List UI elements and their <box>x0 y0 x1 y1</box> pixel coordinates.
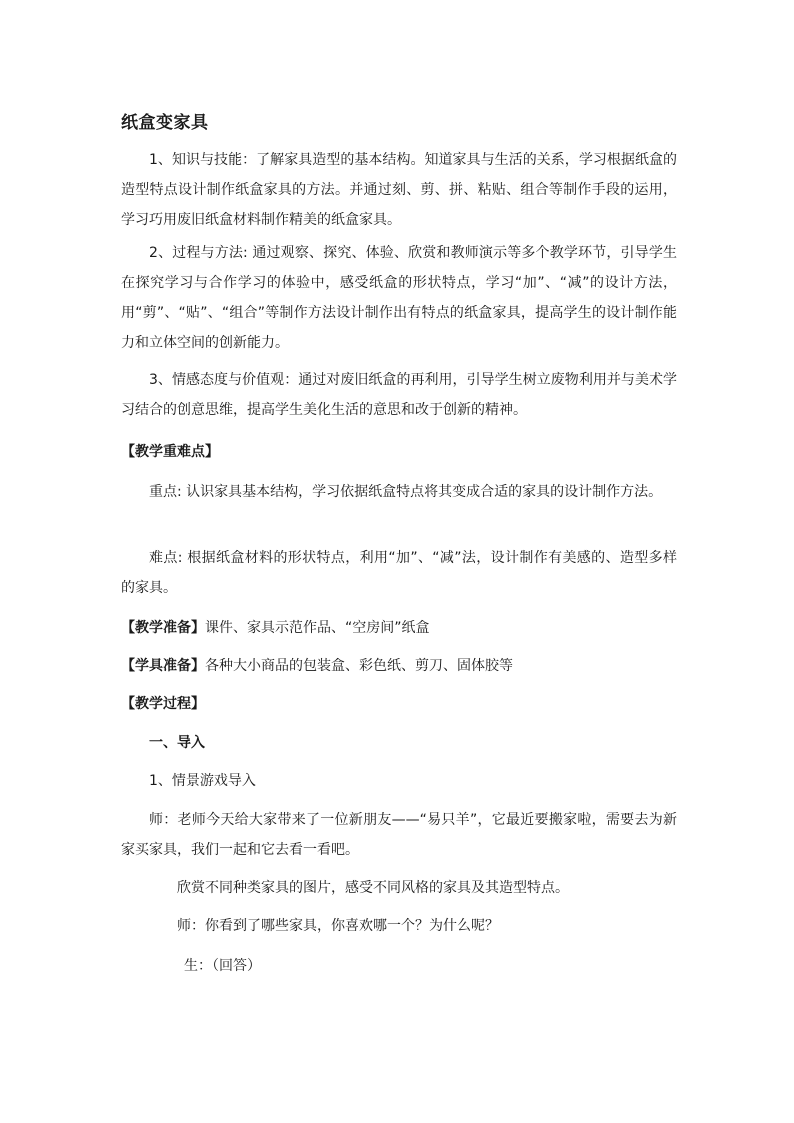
process-heading: 【教学过程】 <box>121 696 205 712</box>
teacher-dialog-2: 师：你看到了哪些家具，你喜欢哪一个？为什么呢？ <box>177 918 499 934</box>
student-prep-heading: 【学具准备】 <box>121 658 205 674</box>
key-points-heading: 【教学重难点】 <box>121 444 219 460</box>
teaching-prep <box>121 618 430 638</box>
teacher-dialog-1: 师：老师今天给大家带来了一位新朋友——“易只羊”，它最近要搬家啦，需要去为新家买家具，我们一起和它去看一看吧。 <box>121 812 677 858</box>
teaching-prep-heading: 【教学准备】 <box>121 620 205 636</box>
key-point: 重点: 认识家具基本结构，学习依据纸盒特点将其变成合适的家具的设计制作方法。 <box>149 484 663 500</box>
document-title: 纸盒变家具 <box>121 113 209 133</box>
student-prep <box>121 656 513 676</box>
section-intro: 一、导入 <box>149 735 205 751</box>
teaching-prep-text: 课件、家具示范作品、“空房间”纸盒 <box>205 620 430 636</box>
objective-process: 2、过程与方法: 通过观察、探究、体验、欣赏和教师演示等多个教学环节，引导学生在探究学习与合作学习的体验中，感受纸盒的形状特点，学习“加”、“减”的设计方法，用“剪”、“贴”、“组合”等制作方法设计制作出有特点的纸盒家具，提高学生的设计制作能力和立体空间的创新能力。 <box>121 245 677 351</box>
objective-attitude: 3、情感态度与价值观：通过对废旧纸盒的再利用，引导学生树立废物利用并与美术学习结合的创意思维，提高学生美化生活的意思和改于创新的精神。 <box>121 372 677 418</box>
subsection-game-intro: 1、情景游戏导入 <box>149 773 256 789</box>
activity-text: 欣赏不同种类家具的图片，感受不同风格的家具及其造型特点。 <box>177 880 569 896</box>
objective-knowledge: 1、知识与技能：了解家具造型的基本结构。知道家具与生活的关系，学习根据纸盒的造型特点设计制作纸盒家具的方法。并通过刻、剪、拼、粘贴、组合等制作手段的运用，学习巧用废旧纸盒材料制作精美的纸盒家具。 <box>121 152 677 228</box>
difficult-point: 难点: 根据纸盒材料的形状特点，利用“加”、“减”法，设计制作有美感的、造型多样的家具。 <box>121 550 677 596</box>
student-prep-text: 各种大小商品的包装盒、彩色纸、剪刀、固体胶等 <box>205 658 513 674</box>
student-dialog: 生：（回答） <box>184 958 261 974</box>
